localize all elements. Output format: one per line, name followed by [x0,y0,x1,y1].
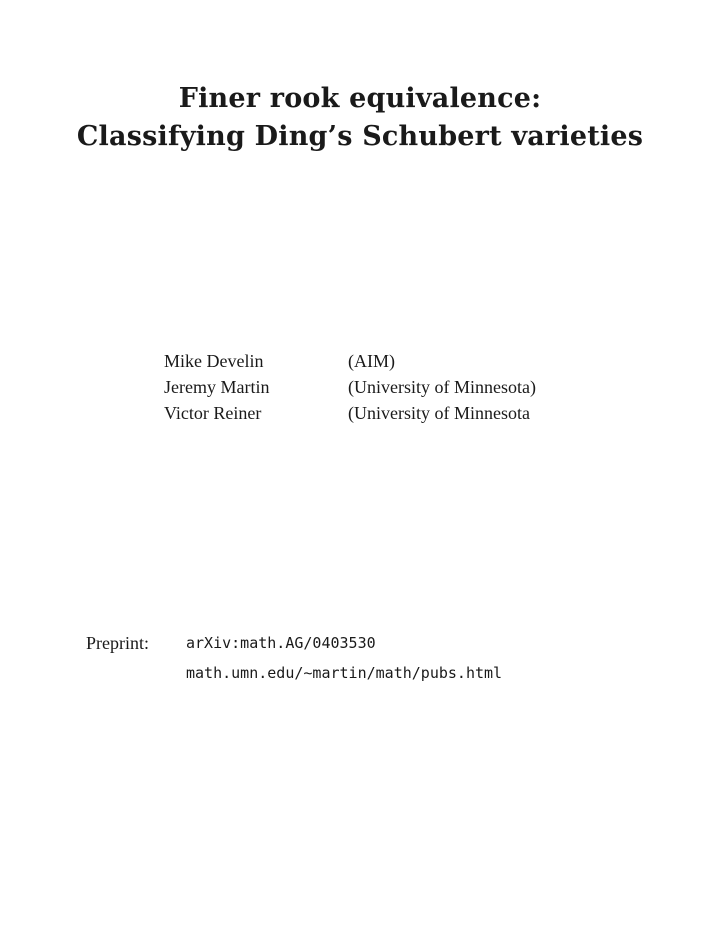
paper-title [0,80,720,156]
author-name: Mike Develin [164,351,264,371]
title-line-1: Finer rook equivalence: [178,83,542,114]
author-row [164,374,536,400]
author-name: Jeremy Martin [164,377,270,397]
author-name: Victor Reiner [164,403,262,423]
homepage-link[interactable]: math.umn.edu/∼martin/math/pubs.html [186,664,503,682]
author-affiliation: (University of Minnesota) [348,377,536,397]
author-affiliation: (AIM) [348,351,395,371]
author-row [164,348,536,374]
arxiv-link[interactable]: arXiv:math.AG/0403530 [186,634,376,652]
author-affiliation: (University of Minnesota [348,403,530,423]
author-row [164,400,536,426]
author-list [164,348,536,426]
title-line-2: Classifying Ding’s Schubert varieties [76,121,644,152]
preprint-links [186,628,502,688]
preprint-label: Preprint: [86,633,149,653]
